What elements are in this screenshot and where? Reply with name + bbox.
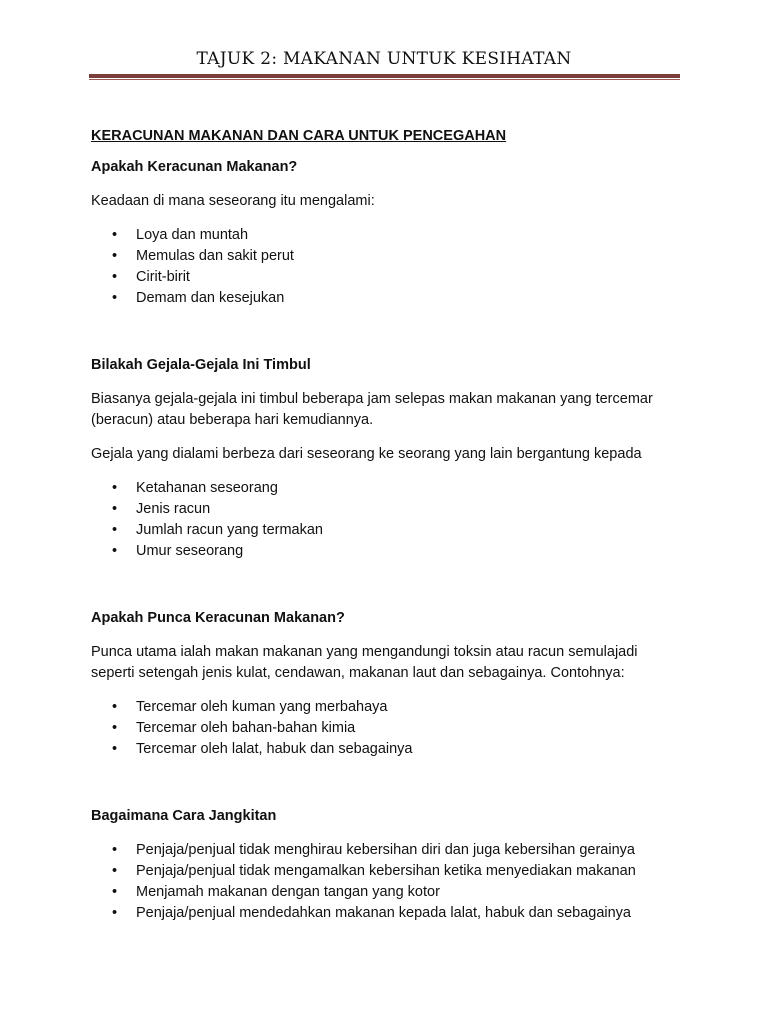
bullet-dot: •	[112, 290, 118, 306]
list-item	[91, 520, 691, 541]
list-item-text: Menjamah makanan dengan tangan yang kotor	[136, 884, 440, 900]
bullet-list-bilakah	[91, 478, 691, 562]
header-rule-thick	[89, 74, 680, 78]
list-item-text: Demam dan kesejukan	[136, 290, 285, 306]
paragraph-line: Punca utama ialah makan makanan yang mengandungi toksin atau racun semulajadi	[91, 644, 638, 660]
list-item	[91, 861, 691, 882]
list-item-text: Tercemar oleh bahan-bahan kimia	[136, 720, 356, 736]
bullet-list-apakah	[91, 225, 691, 309]
list-item-text: Penjaja/penjual tidak mengamalkan kebersihan ketika menyediakan makanan	[136, 863, 636, 879]
list-item	[91, 541, 691, 562]
bullet-dot: •	[112, 269, 118, 285]
section-paragraph-bilakah-2: Gejala yang dialami berbeza dari seseorang ke seorang yang lain bergantung kepada	[91, 446, 642, 462]
bullet-dot: •	[112, 480, 118, 496]
list-item-text: Jenis racun	[136, 501, 211, 517]
bullet-dot: •	[112, 522, 118, 538]
paragraph-line: Biasanya gejala-gejala ini timbul beberapa jam selepas makan makanan yang tercemar	[91, 391, 653, 407]
list-item-text: Tercemar oleh lalat, habuk dan sebagainya	[136, 741, 413, 757]
list-item	[91, 499, 691, 520]
bullet-list-jangkitan	[91, 840, 691, 924]
bullet-dot: •	[112, 248, 118, 264]
list-item-text: Ketahanan seseorang	[136, 480, 278, 496]
paragraph-line: seperti setengah jenis kulat, cendawan, makanan laut dan sebagainya. Contohnya:	[91, 665, 625, 681]
document-content	[91, 126, 691, 924]
main-heading: KERACUNAN MAKANAN DAN CARA UNTUK PENCEGAHAN	[91, 128, 507, 144]
bullet-dot: •	[112, 842, 118, 858]
bullet-dot: •	[112, 227, 118, 243]
bullet-dot: •	[112, 905, 118, 921]
list-item	[91, 840, 691, 861]
section-paragraph-bilakah-1	[91, 389, 691, 431]
list-item	[91, 267, 691, 288]
list-item-text: Penjaja/penjual tidak menghirau kebersihan diri dan juga kebersihan gerainya	[136, 842, 635, 858]
list-item-text: Jumlah racun yang termakan	[136, 522, 323, 538]
section-heading-bilakah: Bilakah Gejala-Gejala Ini Timbul	[91, 357, 311, 373]
bullet-dot: •	[112, 699, 118, 715]
list-item	[91, 697, 691, 718]
paragraph-line: (beracun) atau beberapa hari kemudiannya.	[91, 412, 374, 428]
section-heading-punca: Apakah Punca Keracunan Makanan?	[91, 610, 345, 626]
bullet-dot: •	[112, 741, 118, 757]
bullet-list-punca	[91, 697, 691, 760]
list-item	[91, 882, 691, 903]
list-item	[91, 739, 691, 760]
list-item-text: Umur seseorang	[136, 543, 244, 559]
list-item-text: Penjaja/penjual mendedahkan makanan kepada lalat, habuk dan sebagainya	[136, 905, 631, 921]
page-header-title: TAJUK 2: MAKANAN UNTUK KESIHATAN	[196, 49, 572, 69]
list-item	[91, 225, 691, 246]
section-intro-apakah: Keadaan di mana seseorang itu mengalami:	[91, 193, 375, 209]
bullet-dot: •	[112, 884, 118, 900]
list-item-text: Loya dan muntah	[136, 227, 249, 243]
list-item-text: Tercemar oleh kuman yang merbahaya	[136, 699, 388, 715]
list-item	[91, 903, 691, 924]
bullet-dot: •	[112, 543, 118, 559]
section-heading-apakah: Apakah Keracunan Makanan?	[91, 159, 298, 175]
list-item	[91, 718, 691, 739]
header-rule-thin	[89, 79, 680, 80]
section-heading-jangkitan: Bagaimana Cara Jangkitan	[91, 808, 277, 824]
section-paragraph-punca	[91, 642, 691, 684]
list-item	[91, 288, 691, 309]
bullet-dot: •	[112, 501, 118, 517]
bullet-dot: •	[112, 720, 118, 736]
list-item-text: Memulas dan sakit perut	[136, 248, 294, 264]
list-item	[91, 246, 691, 267]
list-item	[91, 478, 691, 499]
bullet-dot: •	[112, 863, 118, 879]
list-item-text: Cirit-birit	[136, 269, 190, 285]
